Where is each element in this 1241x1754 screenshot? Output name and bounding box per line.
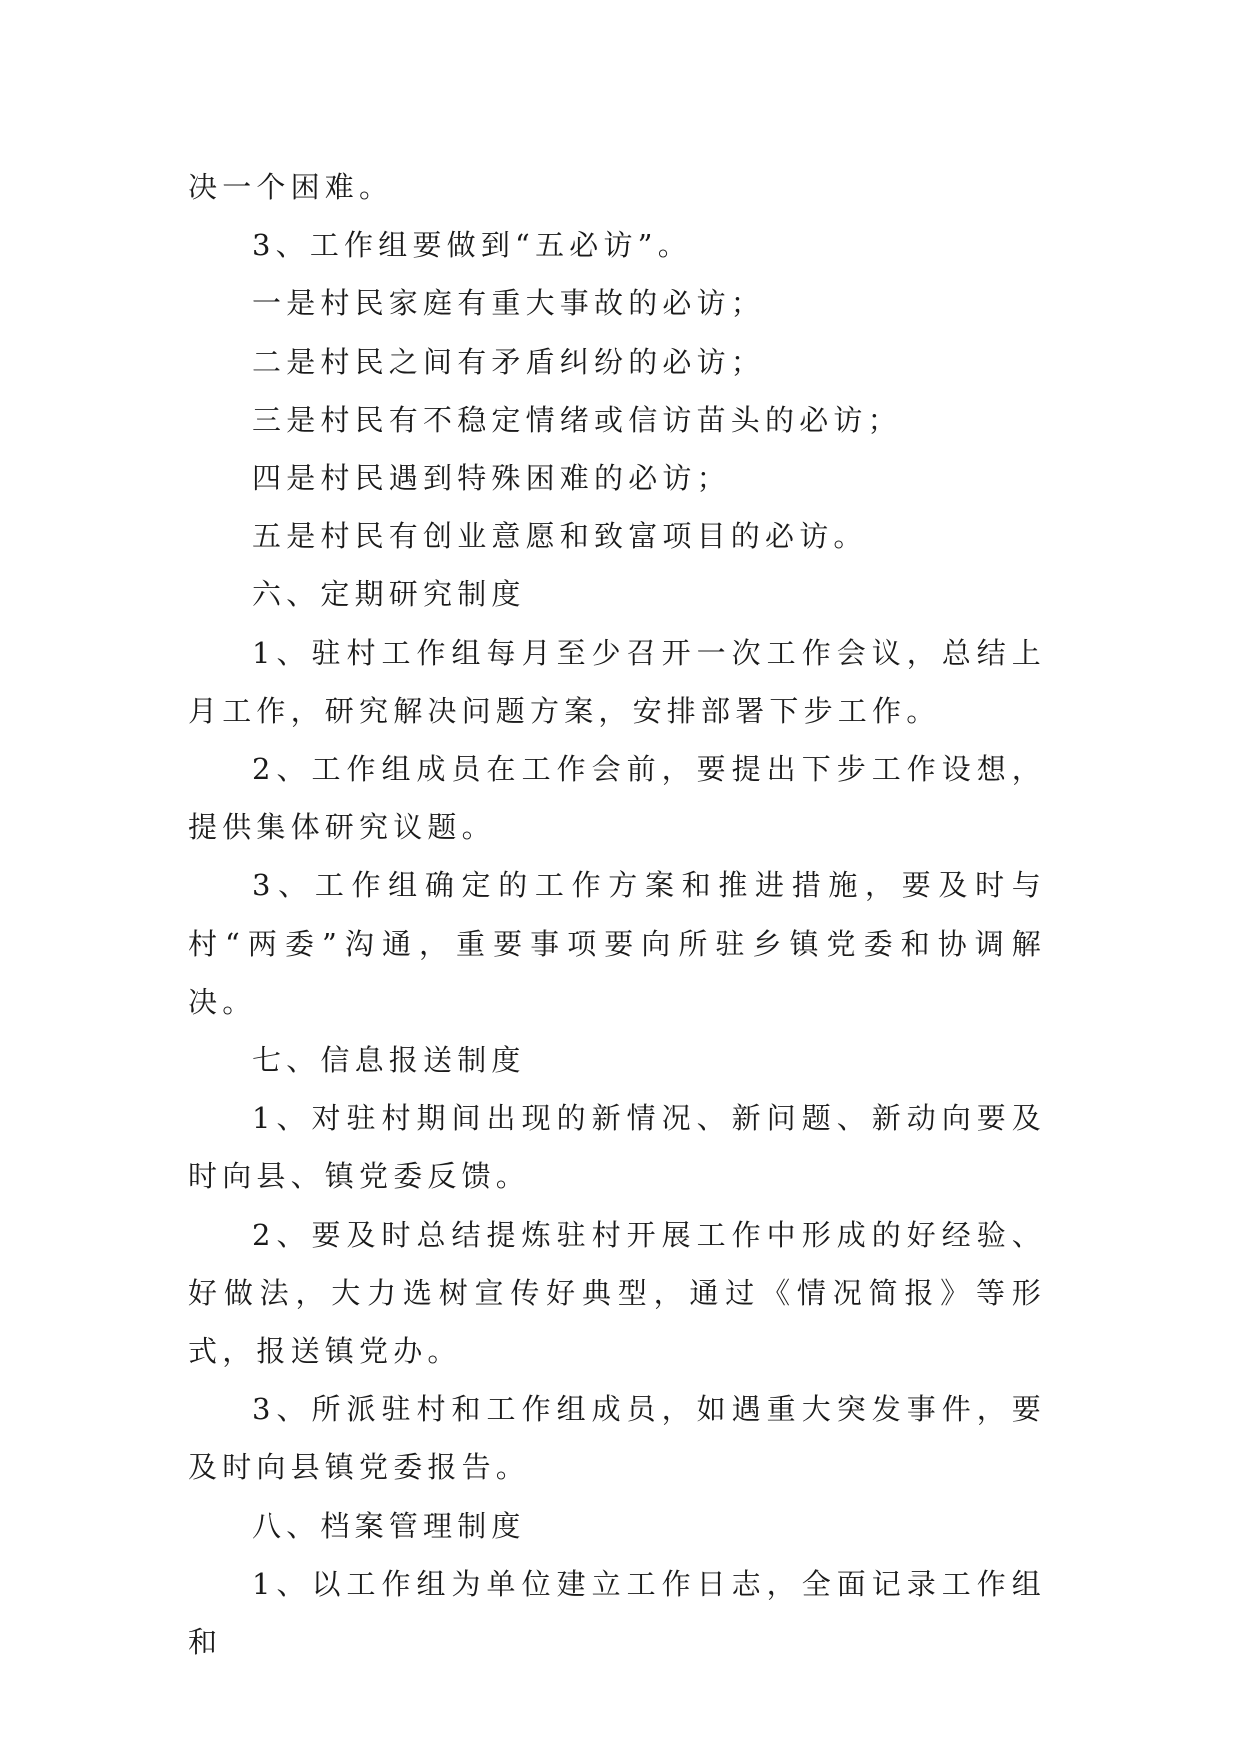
paragraph: 2、要及时总结提炼驻村开展工作中形成的好经验、好做法，大力选树宣传好典型，通过《情况简报》等形式，报送镇党办。 — [188, 1217, 1046, 1369]
paragraph: 二是村民之间有矛盾纠纷的必访； — [252, 344, 766, 379]
paragraph: 五是村民有创业意愿和致富项目的必访。 — [252, 519, 868, 554]
paragraph: 3、工作组要做到“五必访”。 — [252, 228, 692, 263]
paragraph: 决一个困难。 — [188, 170, 394, 204]
paragraph: 四是村民遇到特殊困难的必访； — [252, 461, 731, 496]
paragraph: 三是村民有不稳定情绪或信访苗头的必访； — [252, 402, 902, 437]
section-heading: 七、信息报送制度 — [252, 1043, 526, 1078]
paragraph: 3、所派驻村和工作组成员，如遇重大突发事件，要及时向县镇党委报告。 — [188, 1392, 1046, 1485]
section-heading: 六、定期研究制度 — [252, 577, 526, 612]
paragraph: 1、对驻村期间出现的新情况、新问题、新动向要及时向县、镇党委反馈。 — [188, 1101, 1046, 1194]
paragraph: 一是村民家庭有重大事故的必访； — [252, 286, 766, 321]
paragraph: 1、以工作组为单位建立工作日志，全面记录工作组和 — [188, 1566, 1046, 1660]
paragraph: 1、驻村工作组每月至少召开一次工作会议，总结上月工作，研究解决问题方案，安排部署下步工作。 — [188, 635, 1046, 728]
paragraph: 3、工作组确定的工作方案和推进措施，要及时与村“两委”沟通，重要事项要向所驻乡镇党委和协调解决。 — [188, 868, 1046, 1019]
paragraph: 2、工作组成员在工作会前，要提出下步工作设想，提供集体研究议题。 — [188, 752, 1046, 845]
section-heading: 八、档案管理制度 — [252, 1508, 526, 1543]
document-body — [188, 158, 1046, 1671]
